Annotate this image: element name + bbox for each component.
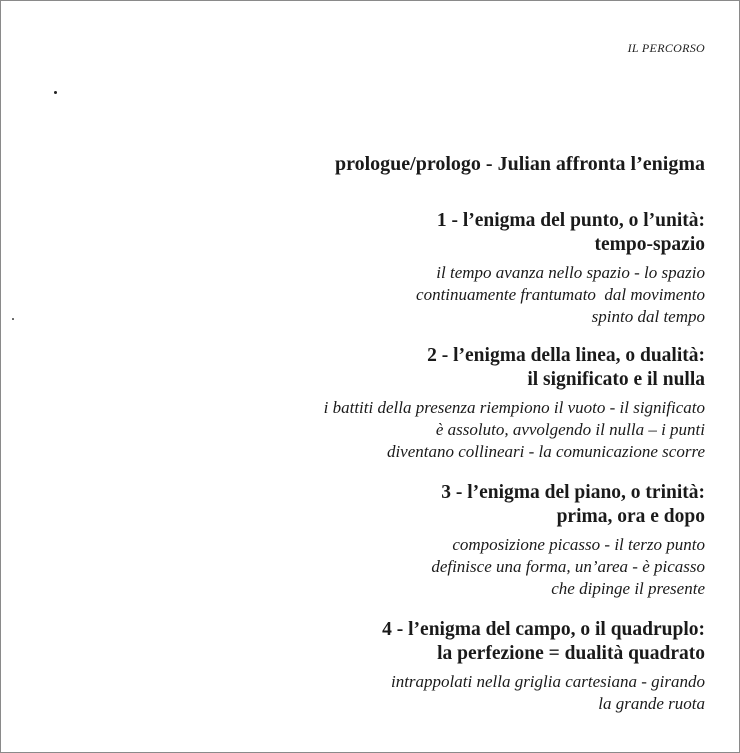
heading-line: prima, ora e dopo [556,505,705,527]
description-line: i battiti della presenza riempiono il vuoto - il significato [323,398,705,417]
heading-line: tempo-spazio [594,233,705,255]
description-line: il tempo avanza nello spazio - lo spazio [436,263,705,282]
section-4 [324,618,705,715]
description-line: intrappolati nella griglia cartesiana - girando [390,672,705,691]
section-2 [324,344,705,463]
section-description [324,397,705,463]
description-line: che dipinge il presente [551,579,705,598]
description-line: spinto dal tempo [591,307,705,326]
heading-line: 2 - l’enigma della linea, o dualità: [427,345,705,366]
heading-line: la perfezione = dualità quadrato [437,642,705,664]
section-3 [324,481,705,600]
description-line: è assoluto, avvolgendo il nulla – i punti [435,420,705,439]
description-line: continuamente frantumato dal movimento [416,285,705,304]
heading-line: 3 - l’enigma del piano, o trinità: [441,482,705,503]
section-heading [324,481,705,528]
ink-speck [54,91,57,94]
description-line: definisce una forma, un’area - è picasso [431,557,705,576]
prologue-title: prologue/prologo - Julian affronta l’enigma [334,153,705,175]
heading-line: il significato e il nulla [527,368,705,390]
table-of-contents [324,151,705,733]
section-heading [324,344,705,391]
section-1 [324,209,705,328]
heading-line: 4 - l’enigma del campo, o il quadruplo: [382,619,705,640]
section-description [324,534,705,600]
description-line: diventano collineari - la comunicazione scorre [386,442,705,461]
section-description [324,671,705,715]
heading-line: 1 - l’enigma del punto, o l’unità: [436,210,705,231]
section-heading [324,618,705,665]
running-head: IL PERCORSO [627,41,705,55]
description-line: composizione picasso - il terzo punto [452,535,705,554]
section-heading [324,209,705,256]
section-description [324,262,705,328]
ink-speck [12,318,14,320]
description-line: la grande ruota [598,694,705,713]
